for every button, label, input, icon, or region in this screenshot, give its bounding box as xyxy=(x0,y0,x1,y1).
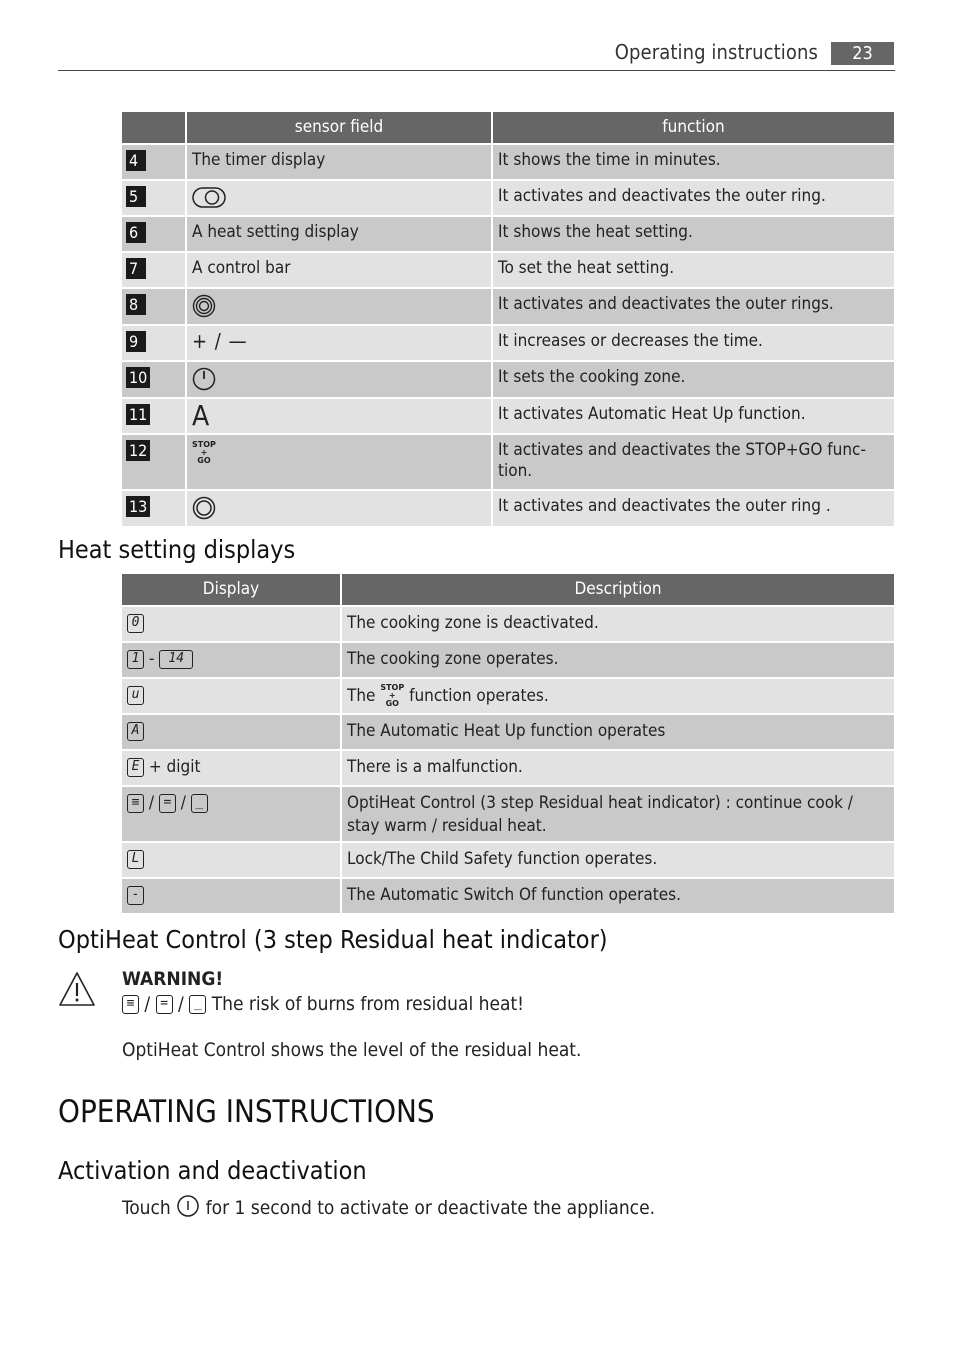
row-number: 5 xyxy=(126,186,146,207)
row-number: 6 xyxy=(126,222,146,243)
sensor-table-header-num xyxy=(122,112,187,145)
display-digit-e: E xyxy=(127,758,144,777)
residual-low-icon: _ xyxy=(189,995,206,1014)
function-cell: It shows the time in minutes. xyxy=(493,145,894,181)
optiheat-heading: OptiHeat Control (3 step Residual heat indicator) xyxy=(58,925,608,954)
function-cell: It activates Automatic Heat Up function. xyxy=(493,399,894,435)
section-title: OPERATING INSTRUCTIONS xyxy=(58,1094,435,1130)
table-row xyxy=(122,751,894,787)
function-cell: It activates and deactivates the outer rings. xyxy=(493,289,894,326)
table-row xyxy=(122,326,894,362)
table-row xyxy=(122,145,894,181)
table-row xyxy=(122,399,894,435)
table-row xyxy=(122,879,894,915)
running-header-title: Operating instructions xyxy=(614,40,818,64)
display-residual-mid: = xyxy=(159,794,176,813)
display-residual-low: _ xyxy=(191,794,208,813)
sensor-field-cell: The timer display xyxy=(187,145,493,181)
function-cell: It activates and deactivates the STOP+GO func- tion. xyxy=(493,435,894,491)
description-cell: OptiHeat Control (3 step Residual heat indicator) : continue cook / stay warm / residual heat. xyxy=(342,787,894,843)
display-residual-high: ≡ xyxy=(127,794,144,813)
display-digit-1: 1 xyxy=(127,650,144,669)
description-cell xyxy=(342,679,894,715)
display-digit-u: u xyxy=(127,686,144,705)
function-cell: It activates and deactivates the outer ring. xyxy=(493,181,894,217)
sensor-table-header-function: function xyxy=(493,112,894,145)
description-cell: The Automatic Switch Of function operates. xyxy=(342,879,894,915)
heat-table-header-display: Display xyxy=(122,574,342,607)
stop-go-icon-mid: + xyxy=(388,691,396,700)
activation-text xyxy=(122,1194,655,1223)
description-cell: There is a malfunction. xyxy=(342,751,894,787)
description-cell: The cooking zone operates. xyxy=(342,643,894,679)
function-cell: It increases or decreases the time. xyxy=(493,326,894,362)
clock-icon xyxy=(192,376,218,396)
table-row xyxy=(122,435,894,491)
residual-high-icon: ≡ xyxy=(122,995,139,1014)
sensor-field-table xyxy=(122,112,894,528)
table-row xyxy=(122,289,894,326)
description-prefix: The xyxy=(347,686,376,706)
stop-go-icon xyxy=(192,441,216,465)
row-number: 4 xyxy=(126,150,146,171)
power-icon xyxy=(176,1194,200,1223)
description-cell: The cooking zone is deactivated. xyxy=(342,607,894,643)
activation-heading: Activation and deactivation xyxy=(58,1156,367,1185)
table-row xyxy=(122,217,894,253)
table-row xyxy=(122,679,894,715)
table-row xyxy=(122,362,894,399)
page-number: 23 xyxy=(831,42,894,65)
description-cell: The Automatic Heat Up function operates xyxy=(342,715,894,751)
header-rule xyxy=(58,70,895,71)
stop-go-icon xyxy=(380,684,404,708)
row-number: 12 xyxy=(126,440,150,461)
table-row xyxy=(122,843,894,879)
function-cell: It shows the heat setting. xyxy=(493,217,894,253)
stop-go-icon-top: STOP xyxy=(192,440,216,449)
letter-a-icon: A xyxy=(192,399,210,432)
touch-suffix: for 1 second to activate or deactivate the appliance. xyxy=(205,1197,656,1219)
function-cell: It activates and deactivates the outer ring . xyxy=(493,491,894,528)
row-number: 13 xyxy=(126,496,150,517)
optiheat-body: OptiHeat Control shows the level of the residual heat. xyxy=(122,1039,582,1061)
oval-ring-icon xyxy=(192,193,226,213)
description-cell: Lock/The Child Safety function operates. xyxy=(342,843,894,879)
row-number: 7 xyxy=(126,258,146,279)
row-number: 9 xyxy=(126,331,146,352)
stop-go-icon-top: STOP xyxy=(380,683,405,692)
row-number: 10 xyxy=(126,367,150,388)
table-row xyxy=(122,253,894,289)
heat-table-header-description: Description xyxy=(342,574,894,607)
function-cell: To set the heat setting. xyxy=(493,253,894,289)
display-digit-14: 14 xyxy=(159,650,193,669)
stop-go-icon-bottom: GO xyxy=(197,456,211,465)
sensor-field-cell: A heat setting display xyxy=(187,217,493,253)
table-row xyxy=(122,607,894,643)
heat-setting-table xyxy=(122,574,894,915)
warning-triangle-icon xyxy=(57,970,97,1012)
touch-prefix: Touch xyxy=(122,1197,171,1219)
residual-mid-icon: = xyxy=(156,995,173,1014)
display-digit-a: A xyxy=(127,722,144,741)
row-number: 8 xyxy=(126,294,146,315)
display-digit-l: L xyxy=(127,850,144,869)
display-digit-0: 0 xyxy=(127,614,144,633)
warning-text: The risk of burns from residual heat! xyxy=(211,993,525,1015)
function-cell: It sets the cooking zone. xyxy=(493,362,894,399)
table-row: ≡ / = / _ OptiHeat Control (3 step Residual heat indicator) : continue cook / stay warm / residual heat. xyxy=(122,787,894,843)
triple-ring-icon xyxy=(192,303,218,323)
description-text: function operates. xyxy=(409,686,549,706)
display-suffix: + digit xyxy=(148,757,201,777)
display-dash: - xyxy=(127,886,144,905)
warning-label: WARNING! xyxy=(122,968,224,990)
heat-setting-heading: Heat setting displays xyxy=(58,535,296,564)
stop-go-icon-bottom: GO xyxy=(385,699,399,708)
stop-go-icon-mid: + xyxy=(200,448,208,457)
plus-minus-icon: + / — xyxy=(192,329,248,353)
warning-line: ≡ / = / _ The risk of burns from residual heat! xyxy=(122,993,524,1015)
table-row xyxy=(122,715,894,751)
row-number: 11 xyxy=(126,404,150,425)
table-row xyxy=(122,181,894,217)
sensor-field-cell: A control bar xyxy=(187,253,493,289)
sensor-table-header-field: sensor field xyxy=(187,112,493,145)
double-ring-icon xyxy=(192,505,218,525)
table-row xyxy=(122,491,894,528)
table-row: 1 - 14 The cooking zone operates. xyxy=(122,643,894,679)
